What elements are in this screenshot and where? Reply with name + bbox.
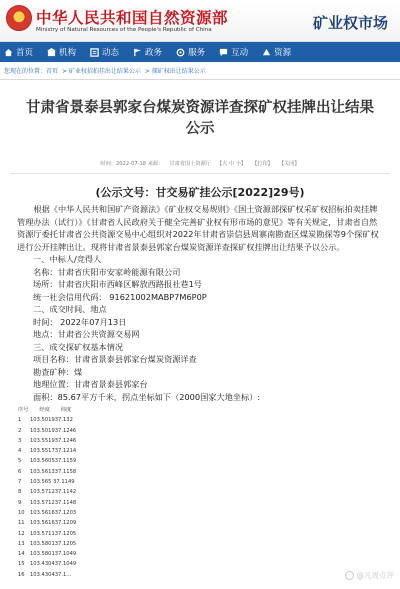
coordinate-table xyxy=(0,403,400,580)
watermark xyxy=(345,570,395,581)
site-subtitle: Ministry of Natural Resources of the People's Republic of China xyxy=(36,27,212,33)
winner-address: 场所：甘肃省庆阳市西峰区解放西路报社巷1号 xyxy=(33,279,202,289)
nav-label: 首页 xyxy=(16,48,34,58)
nav-item-interaction[interactable] xyxy=(219,42,248,62)
row-index: 13 xyxy=(18,540,25,547)
row-index: 11 xyxy=(18,520,25,527)
article-source: 甘肃省国土资源厅 xyxy=(169,161,211,167)
row-index: 10 xyxy=(18,509,25,516)
row-index: 14 xyxy=(18,551,25,558)
document-number: (公示文号：甘交易矿挂公示[2022]29号) xyxy=(95,186,305,199)
nav-label: 服务 xyxy=(188,48,206,58)
watermark-icon xyxy=(345,571,354,580)
nav-item-home[interactable] xyxy=(4,42,33,62)
row-index: 12 xyxy=(18,530,25,537)
table-row xyxy=(18,487,382,497)
table-row xyxy=(18,436,382,446)
section-heading: 二、成交时间、地点 xyxy=(33,304,107,314)
winner-credit-code: 统一社会信用代码： 91621002MABP7M6P0P xyxy=(33,291,207,302)
breadcrumb-category[interactable]: > 矿业权招拍挂出让结果公示 xyxy=(61,68,141,75)
row-coordinate: 103.501937.1246 xyxy=(30,427,77,434)
building-icon xyxy=(47,48,56,57)
winner-name: 名称：甘肃省庆阳市安家岭能源有限公司 xyxy=(33,266,181,277)
row-coordinate: 103.571237.1148 xyxy=(30,499,77,506)
row-coordinate: 103.561637.1209 xyxy=(30,520,77,527)
row-coordinate: 103.561637.1203 xyxy=(30,509,77,516)
row-coordinate: 103.565 37.1149 xyxy=(30,479,75,486)
deal-place: 地点：甘肃省公共资源交易网 xyxy=(33,329,140,339)
row-index: 1 xyxy=(18,417,22,424)
home-icon xyxy=(4,48,13,57)
table-row xyxy=(18,446,382,456)
row-coordinate: 103.430437.1049 xyxy=(30,561,77,568)
row-index: 5 xyxy=(18,458,22,465)
intro-paragraph: 根据《中华人民共和国矿产资源法》《矿业权交易规则》《国土资源部探矿权采矿权招标拍卖挂牌管理办法（试行）》《甘肃省人民政府关于健全完善矿业权有形市场的意见》等有关规定，甘肃省自然资源厅委托甘肃省公共资源交易中心组织对2022年甘肃省崇信县周寨南勘查区煤炭勘探等9个探矿权进行公开挂牌出让。现将甘肃省景泰县郭家台煤炭资源详查探矿权挂牌出让结果予以公示。 xyxy=(17,204,379,252)
breadcrumb xyxy=(0,62,400,80)
row-index: 15 xyxy=(18,561,25,568)
area-info: 面积：85.67平方千米，拐点坐标如下（2000国家大地坐标）: xyxy=(33,391,261,402)
breadcrumb-current[interactable]: > 探矿权出让结果公示 xyxy=(144,68,206,75)
row-coordinate: 103.561337.1158 xyxy=(30,468,77,475)
nav-label: 机构 xyxy=(59,48,77,58)
header-no: 序号 xyxy=(18,407,29,413)
table-header xyxy=(18,405,382,415)
geo-location: 地理位置：甘肃省景泰县郭家台 xyxy=(33,379,148,389)
channel-title[interactable]: 矿业权市场 xyxy=(312,14,388,32)
section-heading: 三、成交探矿权基本情况 xyxy=(33,341,124,352)
row-coordinate: 103.571137.1205 xyxy=(30,530,77,537)
publish-date: 时间：2022-07-18 来源： xyxy=(100,161,164,167)
nav-label: 资源 xyxy=(274,48,292,58)
row-coordinate: 103.580137.1205 xyxy=(30,540,77,547)
project-name: 项目名称：甘肃省景泰县郭家台煤炭资源详查 xyxy=(33,354,197,364)
table-row xyxy=(18,529,382,539)
watermark-text: @凡周点评 xyxy=(356,571,394,580)
row-index: 6 xyxy=(18,468,22,475)
article-body xyxy=(0,200,400,403)
chat-icon xyxy=(219,48,228,57)
row-coordinate: 103.551737.1214 xyxy=(30,448,77,455)
row-index: 16 xyxy=(18,571,25,578)
row-index: 3 xyxy=(18,437,22,444)
article-meta xyxy=(10,160,390,174)
table-row xyxy=(18,456,382,466)
main-nav xyxy=(0,42,400,62)
table-row xyxy=(18,498,382,508)
site-title[interactable]: 中华人民共和国自然资源部 xyxy=(36,9,229,27)
nav-item-resource[interactable] xyxy=(262,42,291,62)
table-row xyxy=(18,570,382,580)
row-index: 2 xyxy=(18,427,22,434)
table-row xyxy=(18,559,382,569)
print-link[interactable]: 【打印】 xyxy=(252,161,273,167)
table-row xyxy=(18,477,382,487)
table-row xyxy=(18,426,382,436)
mineral-type: 勘查矿种：煤 xyxy=(33,366,83,377)
nav-label: 互动 xyxy=(231,48,249,58)
header-lon: 经度 xyxy=(39,407,50,413)
flag-icon xyxy=(133,48,142,57)
nav-item-news[interactable] xyxy=(90,42,119,62)
row-index: 9 xyxy=(18,499,22,506)
row-coordinate: 103.580137.1049 xyxy=(30,551,77,558)
row-index: 4 xyxy=(18,448,22,455)
close-link[interactable]: 【关闭】 xyxy=(278,161,300,167)
site-header xyxy=(0,0,400,42)
row-index: 7 xyxy=(18,479,22,486)
row-index: 8 xyxy=(18,489,22,496)
nav-item-government[interactable] xyxy=(133,42,162,62)
row-coordinate: 103.560537.1159 xyxy=(30,458,77,465)
deal-time: 时间： 2022年07月13日 xyxy=(33,316,127,327)
nav-label: 动态 xyxy=(102,48,120,58)
article-title: 甘肃省景泰县郭家台煤炭资源详查探矿权挂牌出让结果公示 xyxy=(26,100,374,137)
news-icon xyxy=(90,48,99,57)
service-icon xyxy=(176,48,185,57)
national-emblem-icon xyxy=(6,5,32,31)
nav-label: 政务 xyxy=(145,48,163,58)
table-row xyxy=(18,508,382,518)
breadcrumb-home[interactable]: 您现在的位置：首页 xyxy=(4,68,59,75)
table-row xyxy=(18,518,382,528)
table-row xyxy=(18,415,382,425)
row-coordinate: 103.551937.1246 xyxy=(30,437,77,444)
row-coordinate: 103.571237.1142 xyxy=(30,489,77,496)
table-row xyxy=(18,539,382,549)
header-lat: 纬度 xyxy=(60,407,72,413)
row-coordinate: 103.501937.132 xyxy=(30,417,73,424)
table-row xyxy=(18,467,382,477)
nav-item-service[interactable] xyxy=(176,42,205,62)
font-size-toggle[interactable]: 【大 中 小】 xyxy=(216,161,247,167)
table-row xyxy=(18,549,382,559)
section-heading: 一、中标人/竞得人 xyxy=(33,254,102,264)
nav-item-institution[interactable] xyxy=(47,42,76,62)
resource-icon xyxy=(262,48,271,57)
row-coordinate: 103.430437.1... xyxy=(30,571,72,578)
